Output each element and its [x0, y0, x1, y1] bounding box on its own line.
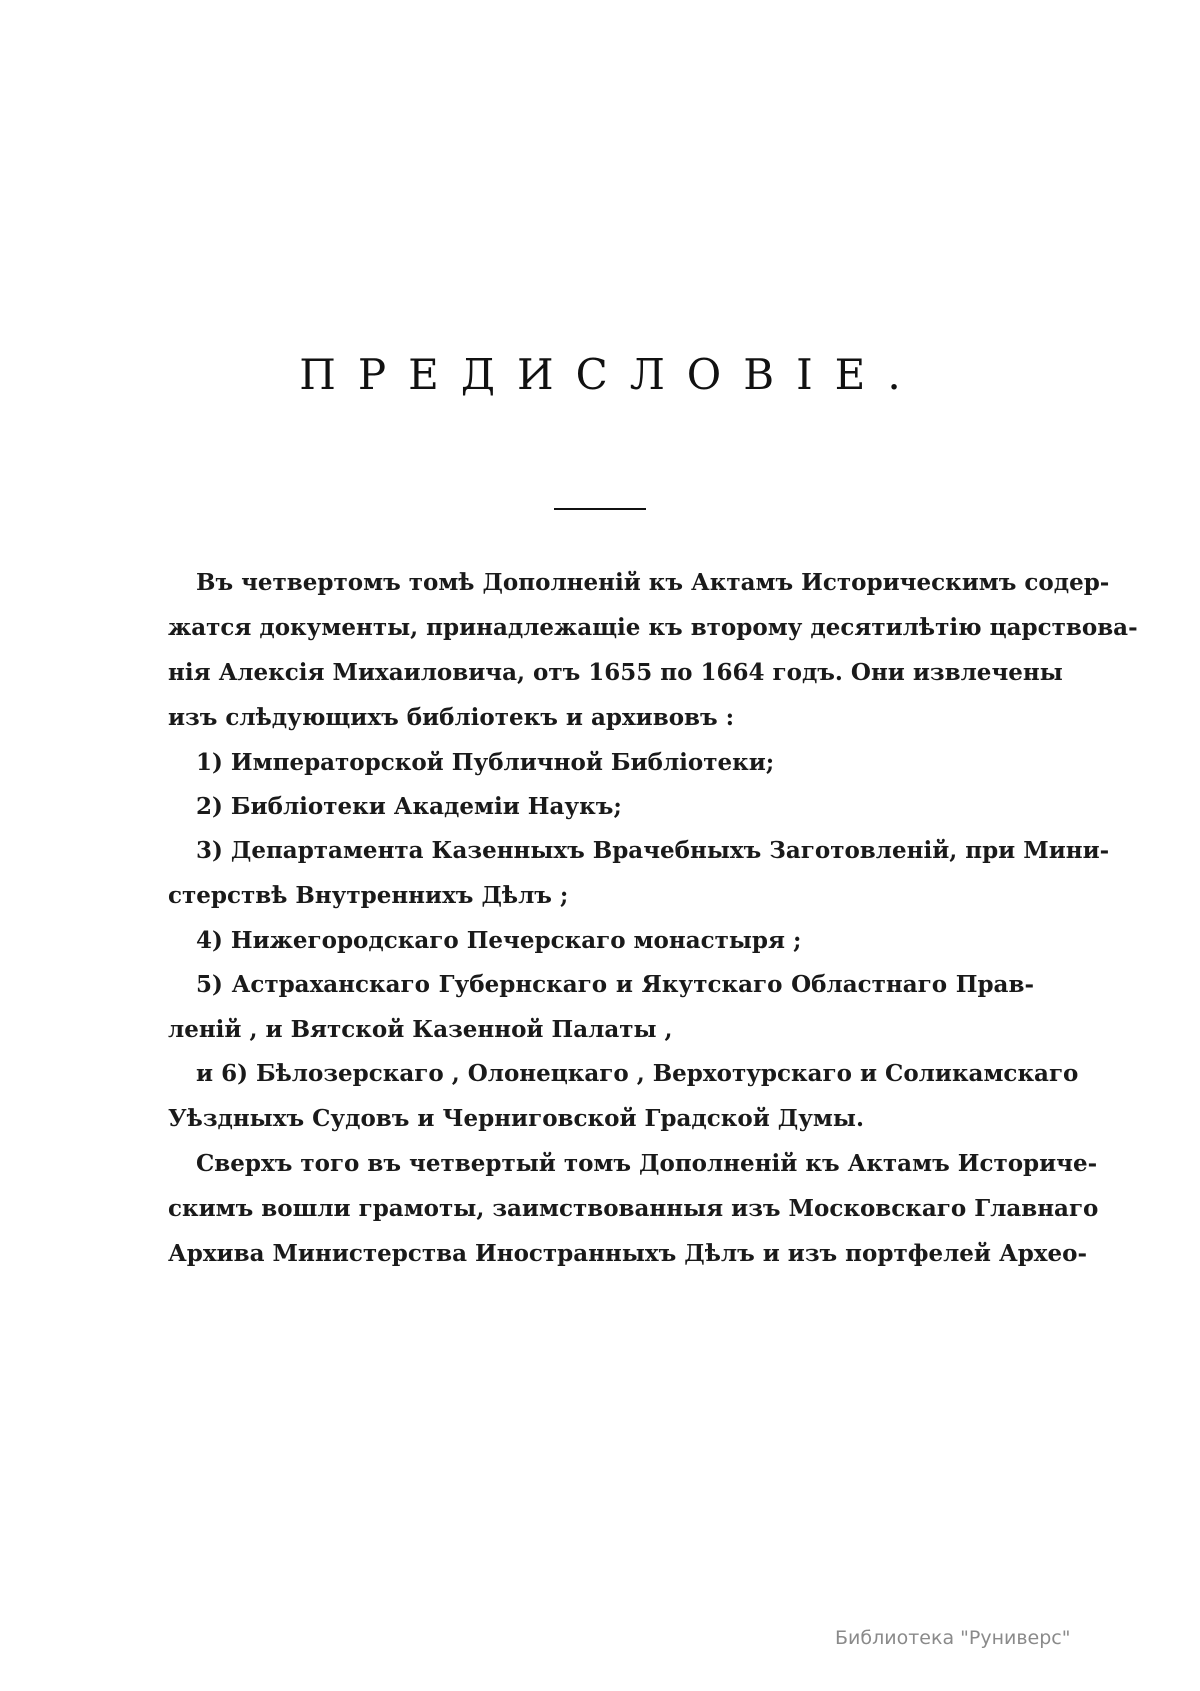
source-item-6 — [168, 1051, 1079, 1141]
text-line: изъ слѣдующихъ библіотекъ и архивовъ : — [168, 704, 735, 731]
text-line: Архива Министерства Иностранныхъ Дѣлъ и изъ портфелей Архео- — [168, 1240, 1088, 1267]
text-line: нія Алексія Михаиловича, отъ 1655 по 1664 годъ. Они извлечены — [168, 659, 1063, 686]
library-watermark: Библиотека "Руниверс" — [835, 1627, 1071, 1649]
list-item-continuation: стерствѣ Внутреннихъ Дѣлъ ; — [168, 882, 569, 909]
list-item: 5) Астраханскаго Губернскаго и Якутскаго Областнаго Прав- — [196, 971, 1034, 998]
closing-paragraph — [168, 1141, 1099, 1276]
source-item-4 — [168, 918, 1034, 963]
list-item: 3) Департамента Казенныхъ Врачебныхъ Заготовленій, при Мини- — [196, 837, 1110, 864]
text-line: Въ четвертомъ томѣ Дополненій къ Актамъ Историческимъ содер- — [196, 569, 1110, 596]
list-item: 2) Библіотеки Академіи Наукъ; — [196, 793, 622, 820]
list-item: 4) Нижегородскаго Печерскаго монастыря ; — [196, 927, 802, 954]
source-item-2 — [168, 784, 1034, 829]
title-divider — [554, 508, 646, 510]
list-item-continuation: Уѣздныхъ Судовъ и Черниговской Градской Думы. — [168, 1105, 864, 1132]
intro-paragraph — [168, 560, 1138, 740]
page-title: ПРЕДИСЛОВІЕ. — [299, 350, 923, 399]
list-item: и 6) Бѣлозерскаго , Олонецкаго , Верхотурскаго и Соликамскаго — [196, 1060, 1079, 1087]
source-item-1 — [168, 740, 1034, 785]
list-item-continuation: леній , и Вятской Казенной Палаты , — [168, 1016, 673, 1043]
source-item-3 — [168, 828, 1110, 918]
list-item: 1) Императорской Публичной Библіотеки; — [196, 749, 775, 776]
text-line: Сверхъ того въ четвертый томъ Дополненій къ Актамъ Историче- — [196, 1150, 1098, 1177]
text-line: жатся документы, принадлежащіе къ второму десятилѣтію царствова- — [168, 614, 1138, 641]
text-line: скимъ вошли грамоты, заимствованныя изъ Московскаго Главнаго — [168, 1195, 1099, 1222]
source-item-5 — [168, 962, 1034, 1052]
